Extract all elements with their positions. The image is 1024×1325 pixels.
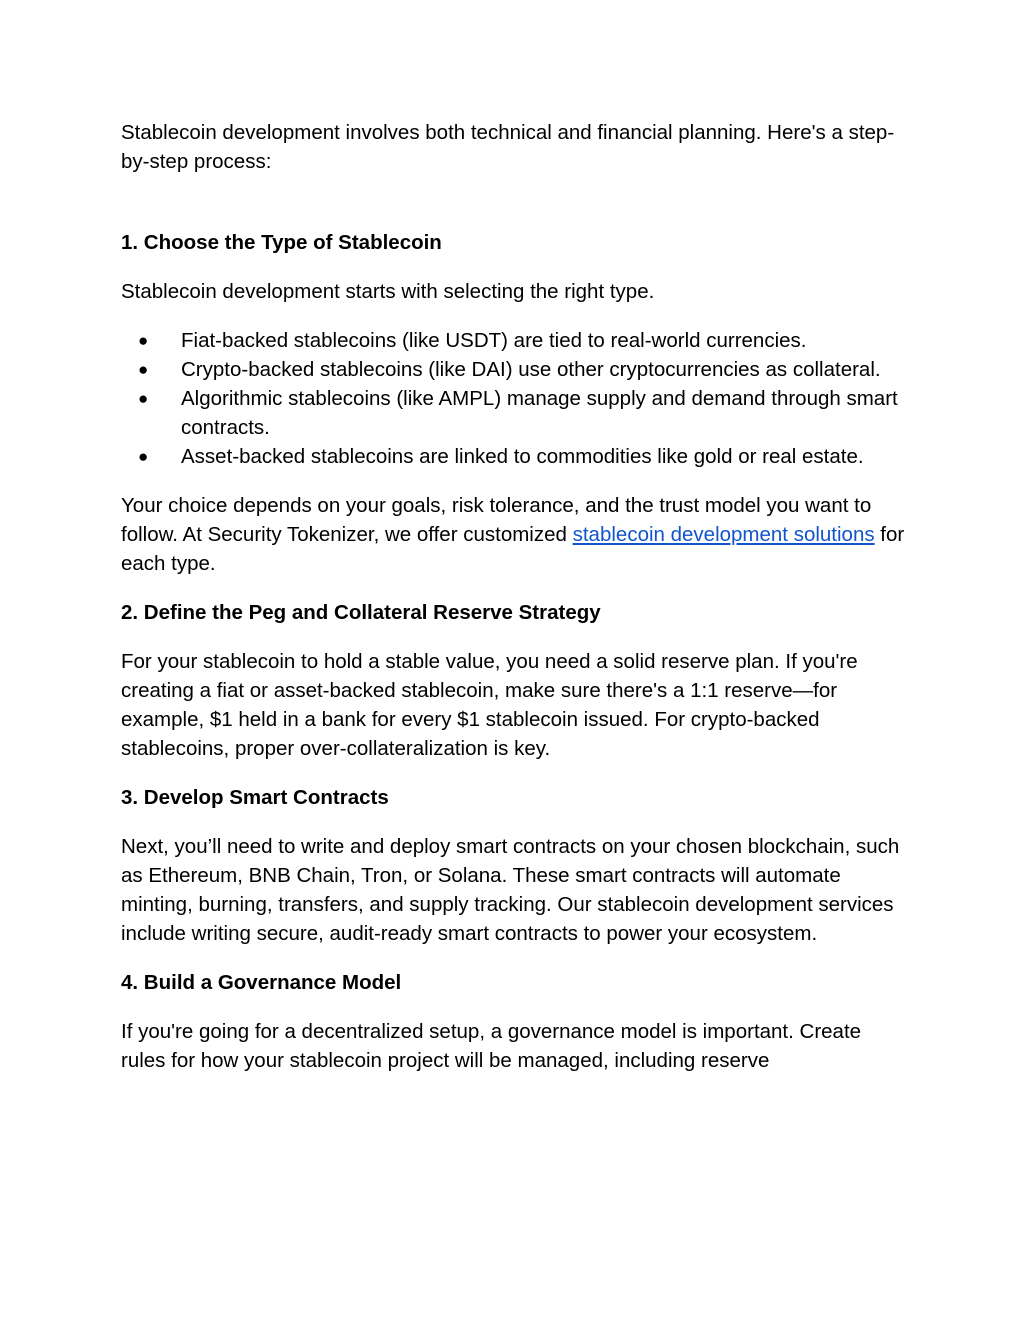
list-item-text: Crypto-backed stablecoins (like DAI) use other cryptocurrencies as collateral. [181, 358, 881, 381]
list-item [121, 326, 911, 355]
bullet-icon: ● [138, 447, 149, 466]
section-1-heading: 1. Choose the Type of Stablecoin [121, 231, 442, 254]
document-page [121, 118, 911, 1075]
list-item [121, 355, 911, 384]
closing-text-after-link: for each type. [121, 523, 905, 575]
stablecoin-solutions-link[interactable]: stablecoin development solutions [572, 523, 875, 546]
closing-text-before-link: Your choice depends on your goals, risk tolerance, and the trust model you want to follow. At Security Tokenizer, we offer customized [121, 494, 872, 546]
section-1-lead: Stablecoin development starts with selecting the right type. [121, 280, 655, 303]
list-item-text: Algorithmic stablecoins (like AMPL) manage supply and demand through smart contracts. [181, 387, 898, 439]
bullet-icon: ● [138, 389, 149, 408]
bullet-icon: ● [138, 331, 149, 350]
section-2-body: For your stablecoin to hold a stable value, you need a solid reserve plan. If you're creating a fiat or asset-backed stablecoin, make sure there's a 1:1 reserve—for example, $1 held in a bank for every $1 stablecoin issued. For crypto-backed stablecoins, proper over-collateralization is key. [121, 650, 858, 760]
list-item-text: Asset-backed stablecoins are linked to commodities like gold or real estate. [181, 445, 864, 468]
section-3-body: Next, you’ll need to write and deploy smart contracts on your chosen blockchain, such as Ethereum, BNB Chain, Tron, or Solana. These smart contracts will automate minting, burning, transfers, and supply tracking. Our stablecoin development services include writing secure, audit-ready smart contracts to power your ecosystem. [121, 835, 900, 945]
section-3-heading: 3. Develop Smart Contracts [121, 786, 389, 809]
section-4-body: If you're going for a decentralized setup, a governance model is important. Create rules for how your stablecoin project will be managed, including reserve [121, 1020, 862, 1072]
intro-paragraph: Stablecoin development involves both technical and financial planning. Here's a step-by-step process: [121, 121, 895, 173]
list-item [121, 442, 911, 471]
section-4-heading: 4. Build a Governance Model [121, 971, 402, 994]
stablecoin-types-list [121, 326, 911, 471]
section-1-closing [121, 491, 911, 578]
bullet-icon: ● [138, 360, 149, 379]
list-item-text: Fiat-backed stablecoins (like USDT) are tied to real-world currencies. [181, 329, 807, 352]
list-item [121, 384, 911, 442]
section-2-heading: 2. Define the Peg and Collateral Reserve Strategy [121, 601, 601, 624]
